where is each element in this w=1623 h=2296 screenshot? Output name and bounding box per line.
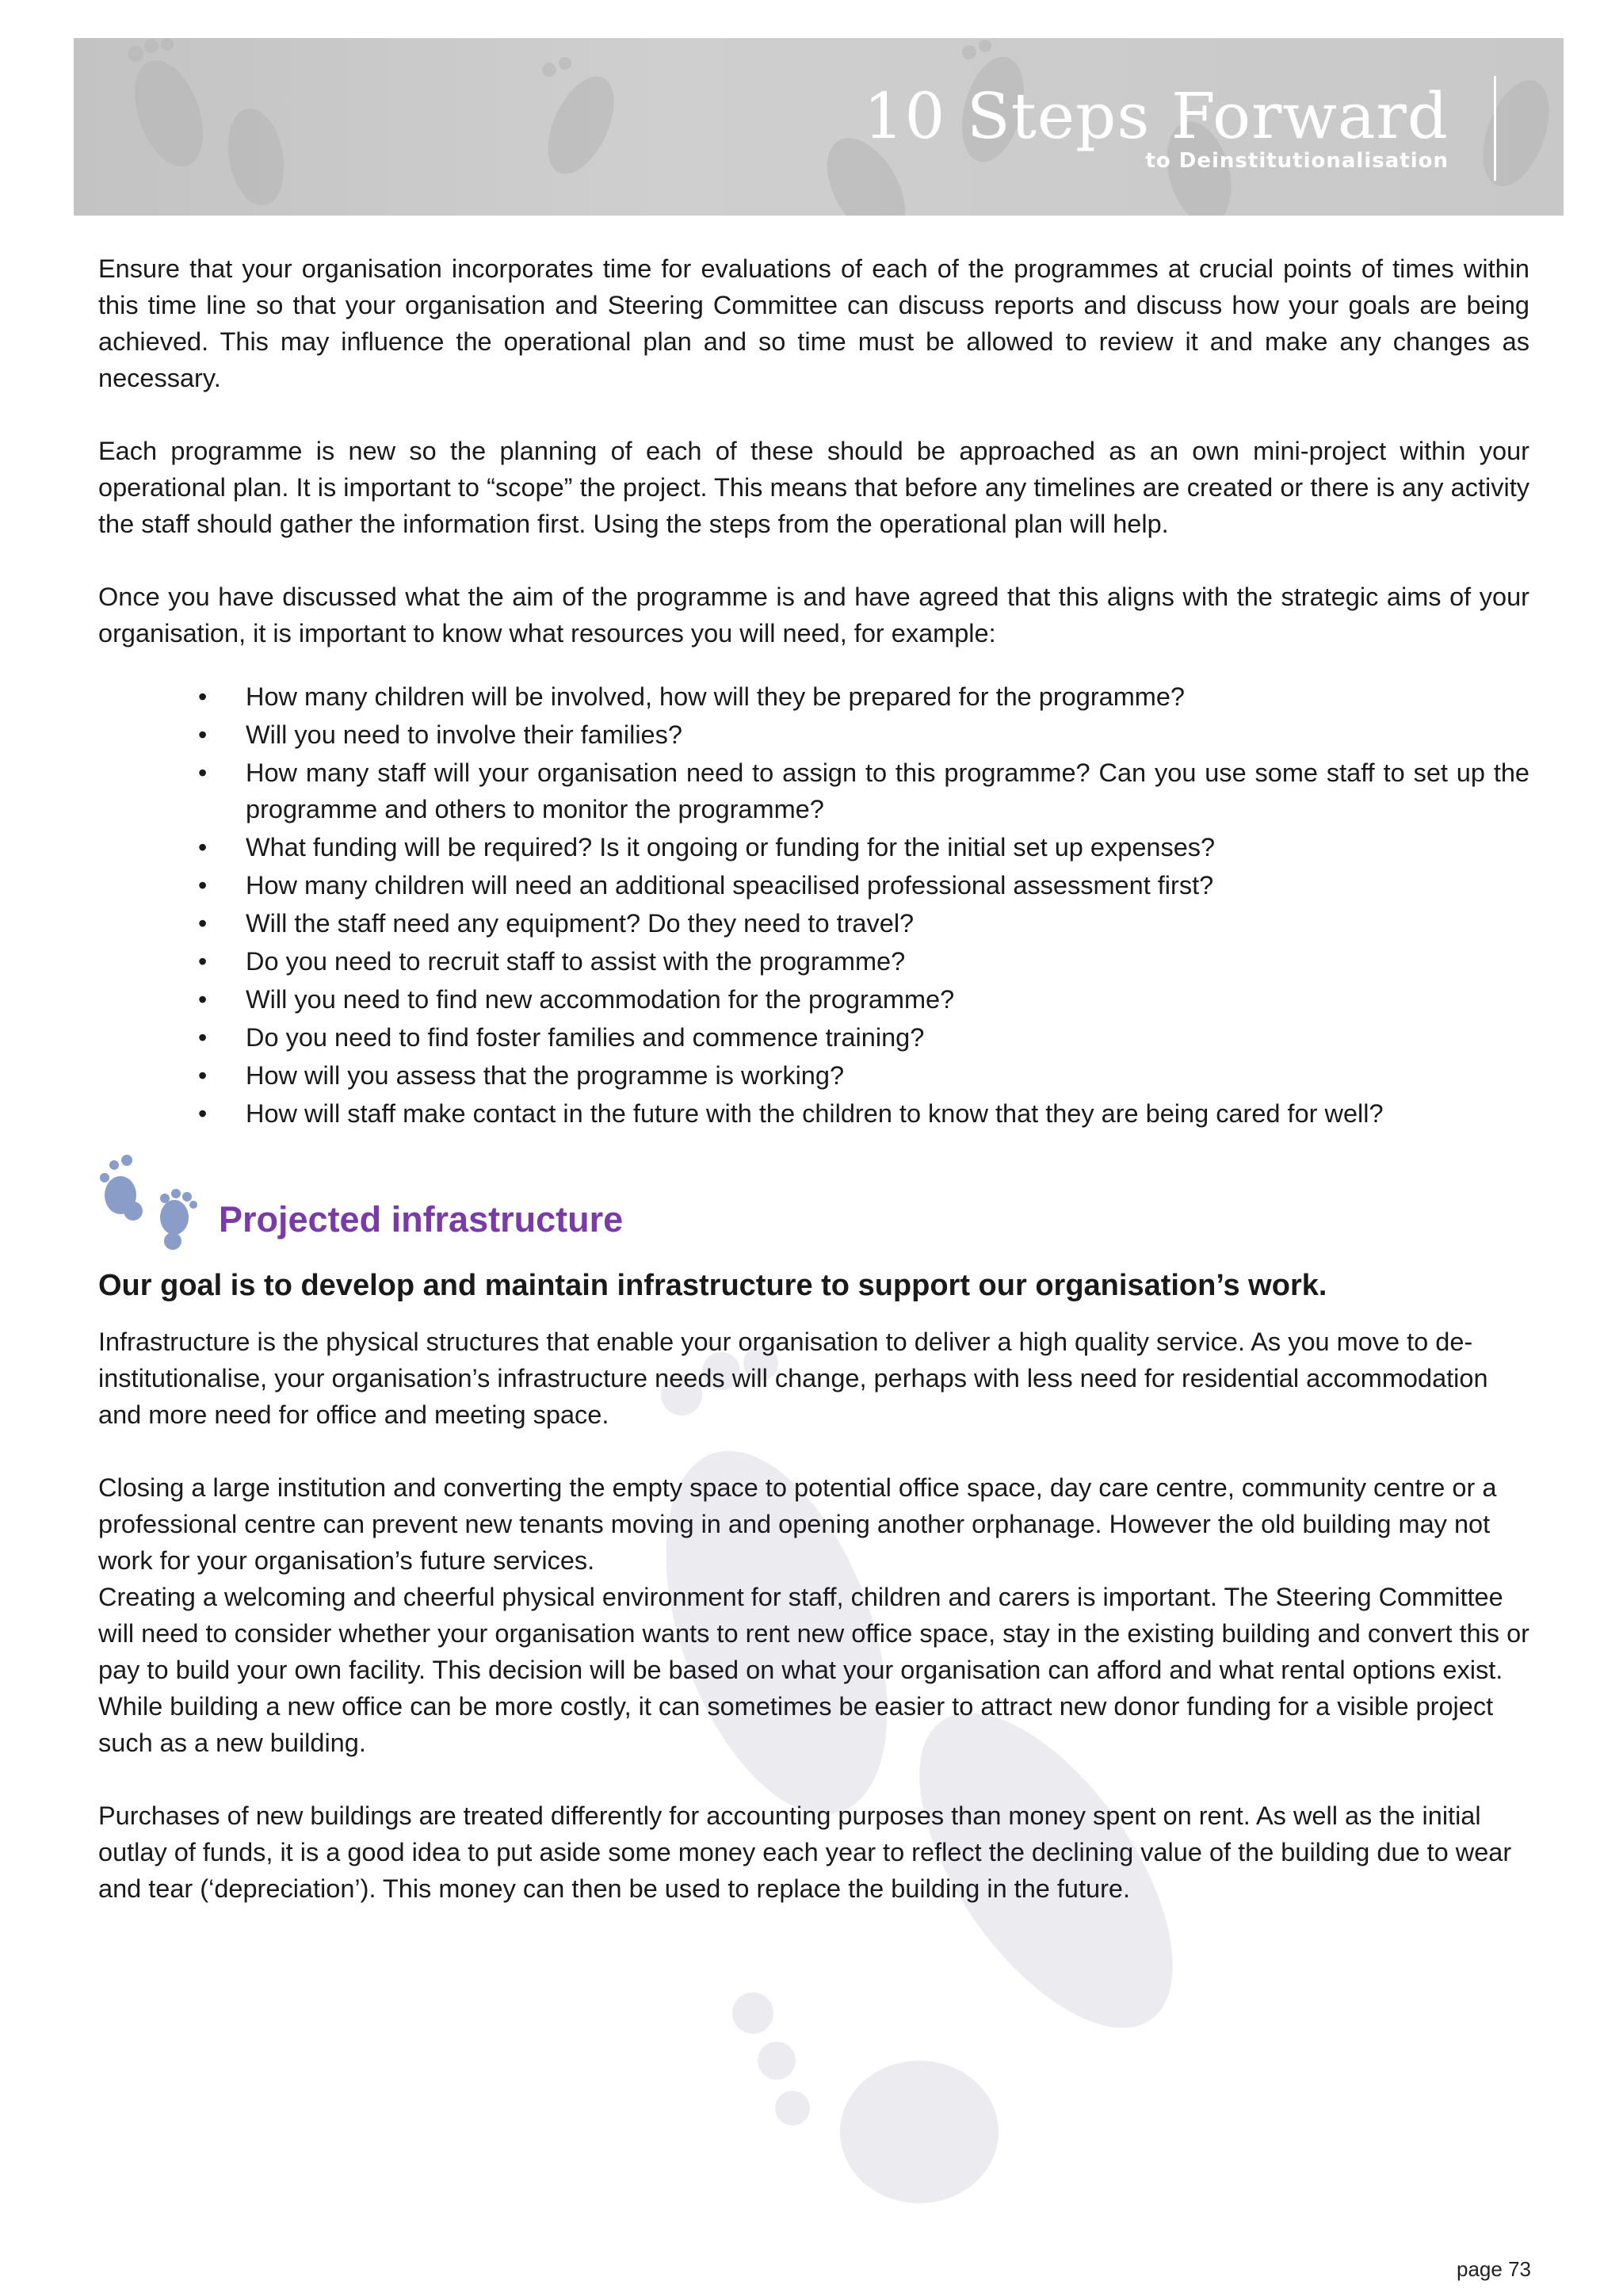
intro-paragraph-1: Ensure that your organisation incorporates time for evaluations of each of the programmes at crucial points of times within this time line so that your organisation and Steering Committee can discuss reports and discuss how your goals are being achieved. This may influence the operational plan and so time must be allowed to review it and make any changes as necessary. <box>98 254 1529 392</box>
goal-statement: Our goal is to develop and maintain infrastructure to support our organisation’s work. <box>98 1269 1327 1302</box>
list-item: • How many staff will your organisation need to assign to this programme? Can you use some staff to set up the programme and others to monitor the programme? <box>246 755 1529 827</box>
page-number: page 73 <box>1457 2257 1531 2281</box>
list-item: • What funding will be required? Is it ongoing or funding for the initial set up expenses? <box>246 829 1529 865</box>
list-item: • Will you need to involve their families? <box>246 716 1529 753</box>
list-item: • Will you need to find new accommodation for the programme? <box>246 981 1529 1018</box>
section-title: Projected infrastructure <box>219 1199 624 1240</box>
section-paragraph-1: Infrastructure is the physical structures that enable your organisation to deliver a high quality service. As you move to de-institutionalise, your organisation’s infrastructure needs will change, perhaps with less need for residential accommodation and more need for office and meeting space. <box>98 1328 1488 1429</box>
section-paragraph-2: Closing a large institution and converting the empty space to potential office space, day care centre, community centre or a professional centre can prevent new tenants moving in and opening another orphanage. However the old building may not work for your organisation’s future services. <box>98 1473 1497 1575</box>
list-item: • Do you need to recruit staff to assist with the programme? <box>246 943 1529 980</box>
intro-paragraph-2: Each programme is new so the planning of each of these should be approached as an own mini-project within your operational plan. It is important to “scope” the project. This means that before any timelines are created or there is any activity the staff should gather the information first. Using the steps from the operational plan will help. <box>98 437 1529 538</box>
brand-title: 10 Steps Forward <box>863 79 1449 153</box>
brand-divider <box>1494 76 1496 181</box>
footprints-icon <box>95 1154 206 1257</box>
list-item: • Do you need to find foster families and commence training? <box>246 1019 1529 1056</box>
list-item: • How many children will be involved, how will they be prepared for the programme? <box>246 678 1529 715</box>
list-item: • How will staff make contact in the future with the children to know that they are being cared for well? <box>246 1095 1529 1132</box>
resource-question-list <box>98 678 1529 1132</box>
section-heading <box>98 1154 1529 1257</box>
list-item: • How many children will need an additional speacilised professional assessment first? <box>246 867 1529 904</box>
list-item: • How will you assess that the programme is working? <box>246 1057 1529 1094</box>
page-content <box>98 250 1529 1907</box>
section-paragraph-4: Purchases of new buildings are treated differently for accounting purposes than money spent on rent. As well as the initial outlay of funds, it is a good idea to put aside some money each year to reflect the declining value of the building due to wear and tear (‘depreciation’). This money can then be used to replace the building in the future. <box>98 1801 1512 1903</box>
brand-subtitle: to Deinstitutionalisation <box>1145 149 1449 173</box>
section-paragraph-3: Creating a welcoming and cheerful physical environment for staff, children and carers is important. The Steering Committee will need to consider whether your organisation wants to rent new office space, stay in the existing building and convert this or pay to build your own facility. This decision will be based on what your organisation can afford and what rental options exist. While building a new office can be more costly, it can sometimes be easier to attract new donor funding for a visible project such as a new building. <box>98 1583 1529 1757</box>
header-banner <box>74 38 1564 216</box>
intro-paragraph-3: Once you have discussed what the aim of the programme is and have agreed that this aligns with the strategic aims of your organisation, it is important to know what resources you will need, for example: <box>98 583 1529 648</box>
list-item: • Will the staff need any equipment? Do they need to travel? <box>246 905 1529 942</box>
